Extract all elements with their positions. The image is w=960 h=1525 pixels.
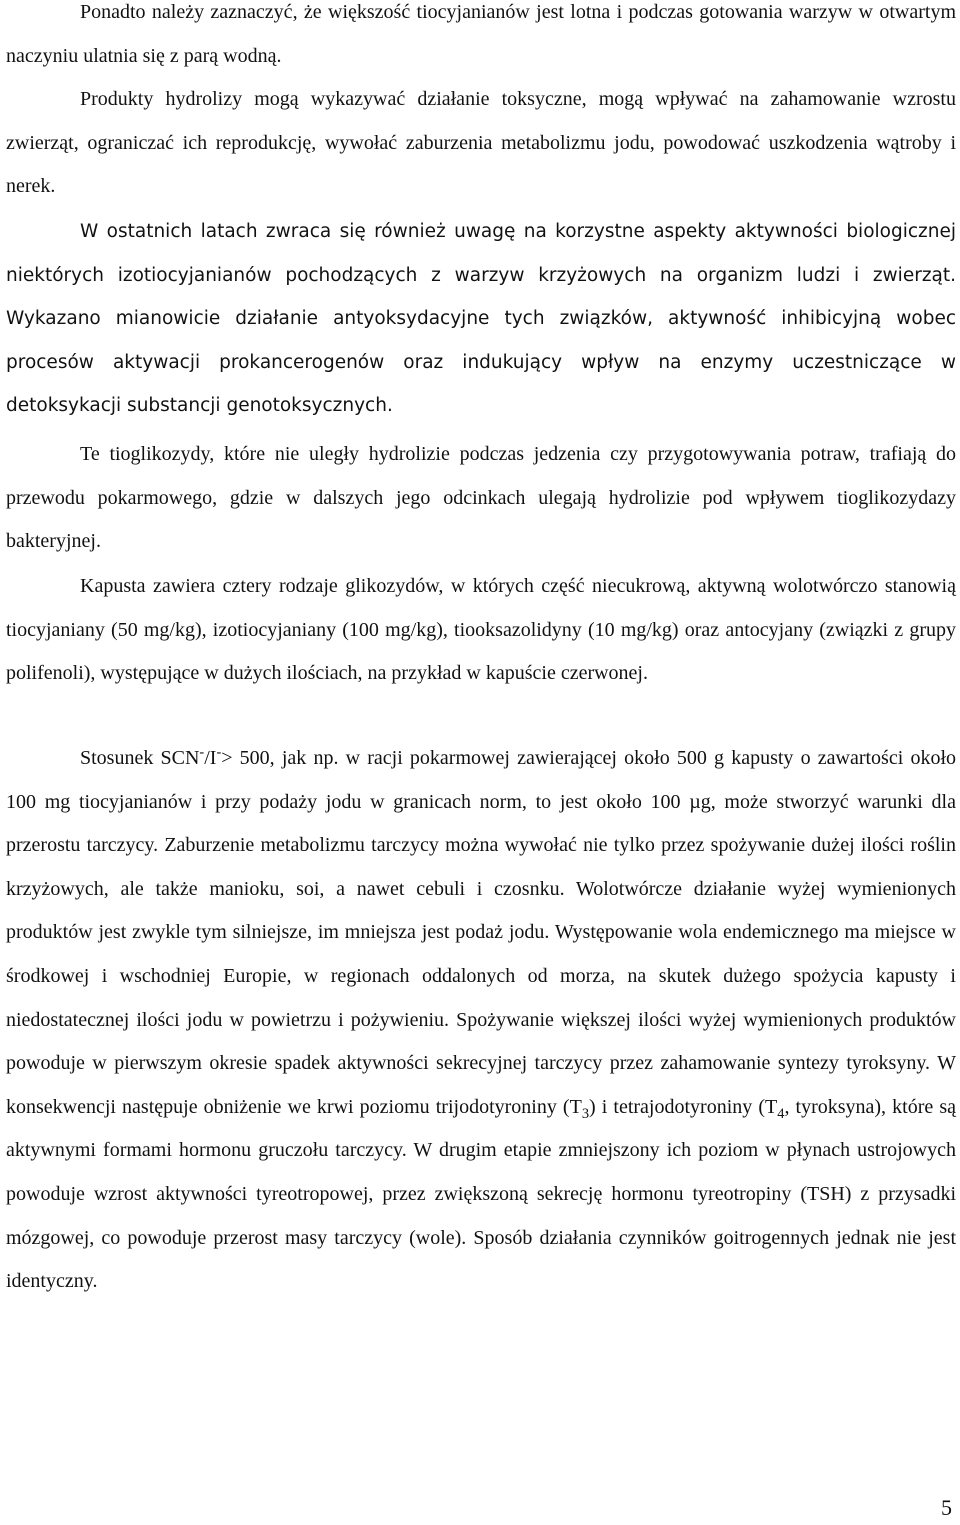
text-run: ) i tetrajodotyroniny (T [589, 1095, 778, 1118]
text-run: Stosunek SCN [80, 747, 200, 769]
text-run: , tyroksyna), które są aktywnymi formami hormonu gruczołu tarczycy. W drugim etapie zmniejszony ich poziom w płynach ustrojowych powoduje wzrost aktywności tyreotropowej, przez zwiększoną sekrecję hormonu tyreotropiny (TSH) z przysadki mózgowej, co powoduje przerost masy tarczycy (wole). Sposób działania czynników goitrogennych jednak nie jest identyczny. [6, 1095, 956, 1293]
paragraph-isothiocyanates-benefits: W ostatnich latach zwraca się również uwagę na korzystne aspekty aktywności biologicznej niektórych izotiocyjanianów pochodzących z warzyw krzyżowych na organizm ludzi i zwierząt. Wykazano mianowicie działanie antyoksydacyjne tych związków, aktywność inhibicyjną wobec procesów aktywacji prokancerogenów oraz indukujący wpływ na enzymy uczestniczące w detoksykacji substancji genotoksycznych. [6, 221, 956, 417]
text-run: /I [204, 747, 217, 769]
paragraph-hydrolysis-products: Produkty hydrolizy mogą wykazywać działanie toksyczne, mogą wpływać na zahamowanie wzrostu zwierząt, ograniczać ich reprodukcję, wywołać zaburzenia metabolizmu jodu, powodować uszkodzenia wątroby i nerek. [6, 88, 956, 198]
superscript-charge: - [199, 744, 205, 761]
text-run: > 500, jak np. w racji pokarmowej zawierającej około 500 g kapusty o zawartości około 100 mg tiocyjanianów i przy podaży jodu w granicach norm, to jest około 100 µg, może stworzyć warunki dla przerostu tarczycy. Zaburzenie metabolizmu tarczycy można wywołać nie tylko przez spożywanie dużej ilości roślin krzyżowych, ale także manioku, soi, a nawet cebuli i czosnku. Wolotwórcze działanie wyżej wymienionych produktów jest zwykle tym silniejsze, im mniejsza jest podaż jodu. Występowanie wola endemicznego ma miejsce w środkowej i wschodniej Europie, w regionach oddalonych od morza, na skutek dużego spożycia kapusty i niedostatecznej ilości jodu w powietrzu i pożywieniu. Spożywanie większej ilości wyżej wymienionych produktów powoduje w pierwszym okresie spadek aktywności sekrecyjnej tarczycy przez zahamowanie syntezy tyroksyny. W konsekwencji następuje obniżenie we krwi poziomu trijodotyroniny (T [6, 747, 957, 1118]
paragraph-cabbage-glycosides: Kapusta zawiera cztery rodzaje glikozydów, w których część niecukrową, aktywną wolotwórczo stanowią tiocyjaniany (50 mg/kg), izotiocyjaniany (100 mg/kg), tiooksazolidyny (10 mg/kg) oraz antocyjany (związki z grupy polifenoli), występujące w dużych ilościach, na przykład w kapuście czerwonej. [6, 575, 956, 685]
subscript-index: 4 [777, 1105, 785, 1122]
paragraph-volatile-thiocyanates: Ponadto należy zaznaczyć, że większość tiocyjanianów jest lotna i podczas gotowania warzyw w otwartym naczyniu ulatnia się z parą wodną. [6, 1, 956, 67]
subscript-index: 3 [581, 1105, 590, 1122]
paragraph-thioglycosides: Te tioglikozydy, które nie uległy hydrolizie podczas jedzenia czy przygotowywania potraw, trafiają do przewodu pokarmowego, gdzie w dalszych jego odcinkach ulegają hydrolizie pod wpływem tioglikozydazy bakteryjnej. [6, 443, 956, 553]
page-number: 5 [941, 1495, 952, 1520]
paragraph-goitrogenic-effect [6, 737, 956, 1304]
superscript-charge: - [216, 744, 222, 761]
